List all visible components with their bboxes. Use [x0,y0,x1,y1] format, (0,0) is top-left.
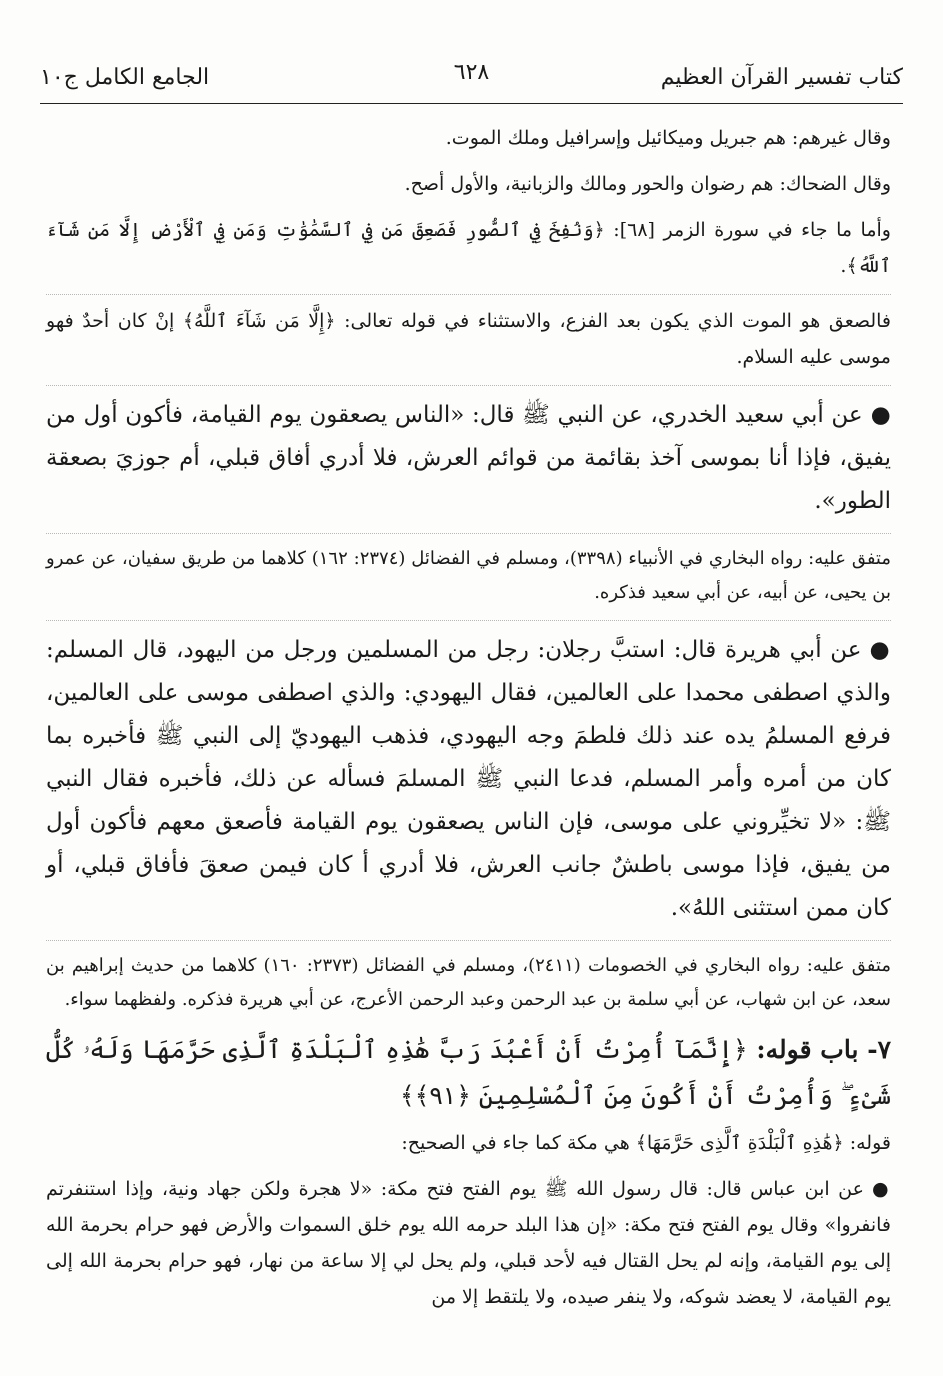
hadith-3 [46,1171,891,1315]
bullet-icon: ● [871,1178,891,1200]
paragraph-1: وقال غيرهم: هم جبريل وميكائيل وإسرافيل وملك الموت. [445,127,891,149]
hadith-1-text: عن أبي سعيد الخدري، عن النبي ﷺ قال: «الناس يصعقون يوم القيامة، فأكون أول من يفيق، فإذا أنا بموسى آخذ بقائمة من قوائم العرش، فلا أدري أفاق قبلي، أم جوزيَ بصعقة الطور». [46,402,891,514]
header-rule [40,103,903,104]
paragraph-4: فالصعق هو الموت الذي يكون بعد الفزع، والاستثناء في قوله تعالى: ﴿إِلَّا مَن شَآءَ ٱللَّهُ﴾ إنْ كان أحدٌ فهو موسى عليه السلام. [46,310,891,368]
paragraph-2: وقال الضحاك: هم رضوان والحور ومالك والزبانية، والأول أصح. [404,173,891,195]
bullet-icon: ● [869,637,891,663]
page-header [40,54,903,100]
chapter-label: ٧- باب قوله: [756,1035,892,1064]
takhrij-2: متفق عليه: رواه البخاري في الخصومات (٢٤١١)، ومسلم في الفضائل (٢٣٧٣: ١٦٠) كلاهما من حديث إبراهيم بن سعد، عن ابن شهاب، عن أبي سلمة بن عبد الرحمن وعبد الرحمن الأعرج، عن أبي هريرة فذكره. ولفظهما سواء. [46,955,891,1010]
takhrij-1: متفق عليه: رواه البخاري في الأنبياء (٣٣٩٨)، ومسلم في الفضائل (٢٣٧٤: ١٦٢) كلاهما من طريق سفيان، عن عمرو بن يحيى، عن أبيه، عن أبي سعيد فذكره. [46,548,892,603]
bullet-icon: ● [870,402,891,428]
chapter-verse: ﴿إِنَّمَآ أُمِرْتُ أَنْ أَعْبُدَ رَبَّ هَٰذِهِ ٱلْبَلْدَةِ ٱلَّذِى حَرَّمَهَا وَلَهُۥ كُلُّ شَىْءٍ ۖ وَأُمِرْتُ أَنْ أَكُونَ مِنَ ٱلْمُسْلِمِينَ ﴿٩١﴾﴾ [46,1035,891,1110]
divider [46,620,891,621]
divider [46,533,891,534]
paragraph-5: قوله: ﴿هَٰذِهِ ٱلْبَلْدَةِ ٱلَّذِى حَرَّمَهَا﴾ هي مكة كما جاء في الصحيح: [401,1132,891,1154]
divider [46,294,891,295]
divider [46,940,891,941]
page-number: ٦٢٨ [453,60,490,85]
hadith-2-text: عن أبي هريرة قال: استبَّ رجلان: رجل من المسلمين ورجل من اليهود، قال المسلم: والذي اصطفى محمدا على العالمين، فقال اليهودي: والذي اصطفى موسى على العالمين، فرفع المسلمُ يده عند ذلك فلطمَ وجه اليهودي، فذهب اليهوديّ إلى النبي ﷺ فأخبره بما كان من أمره وأمر المسلم، فدعا النبي ﷺ المسلمَ فسأله عن ذلك، فأخبره فقال النبي ﷺ: «لا تخيِّروني على موسى، فإن الناس يصعقون يوم القيامة فأصعق معهم فأكون أول من يفيق، فإذا موسى باطشٌ جانب العرش، فلا أدري أ كان فيمن صعقَ فأفاق قبلي، أو كان ممن استثنى اللهُ». [46,637,891,921]
volume-title: الجامع الكامل ج١٠ [40,64,210,90]
hadith-1 [46,394,891,523]
divider [46,385,891,386]
hadith-2 [46,629,891,930]
page-body [46,120,891,1325]
hadith-3-text: عن ابن عباس قال: قال رسول الله ﷺ يوم الفتح فتح مكة: «لا هجرة ولكن جهاد ونية، وإذا استنفرتم فانفروا» وقال يوم الفتح فتح مكة: «إن هذا البلد حرمه الله يوم خلق السموات والأرض فهو حرام بحرمة الله إلى يوم القيامة، وإنه لم يحل القتال فيه لأحد قبلي، ولم يحل لي إلا ساعة من نهار، فهو حرام بحرمة الله إلى يوم القيامة، لا يعضد شوكه، ولا ينفر صيده، ولا يلتقط إلا من [46,1178,891,1308]
chapter-heading [46,1027,891,1119]
book-title: كتاب تفسير القرآن العظيم [660,64,903,90]
paragraph-3: وأما ما جاء في سورة الزمر [٦٨]: ﴿وَنُفِخَ فِي ٱلصُّورِ فَصَعِقَ مَن فِي ٱلسَّمَٰوَٰتِ وَمَن فِي ٱلْأَرْضِ إِلَّا مَن شَآءَ ٱللَّهُ﴾. [46,219,891,277]
